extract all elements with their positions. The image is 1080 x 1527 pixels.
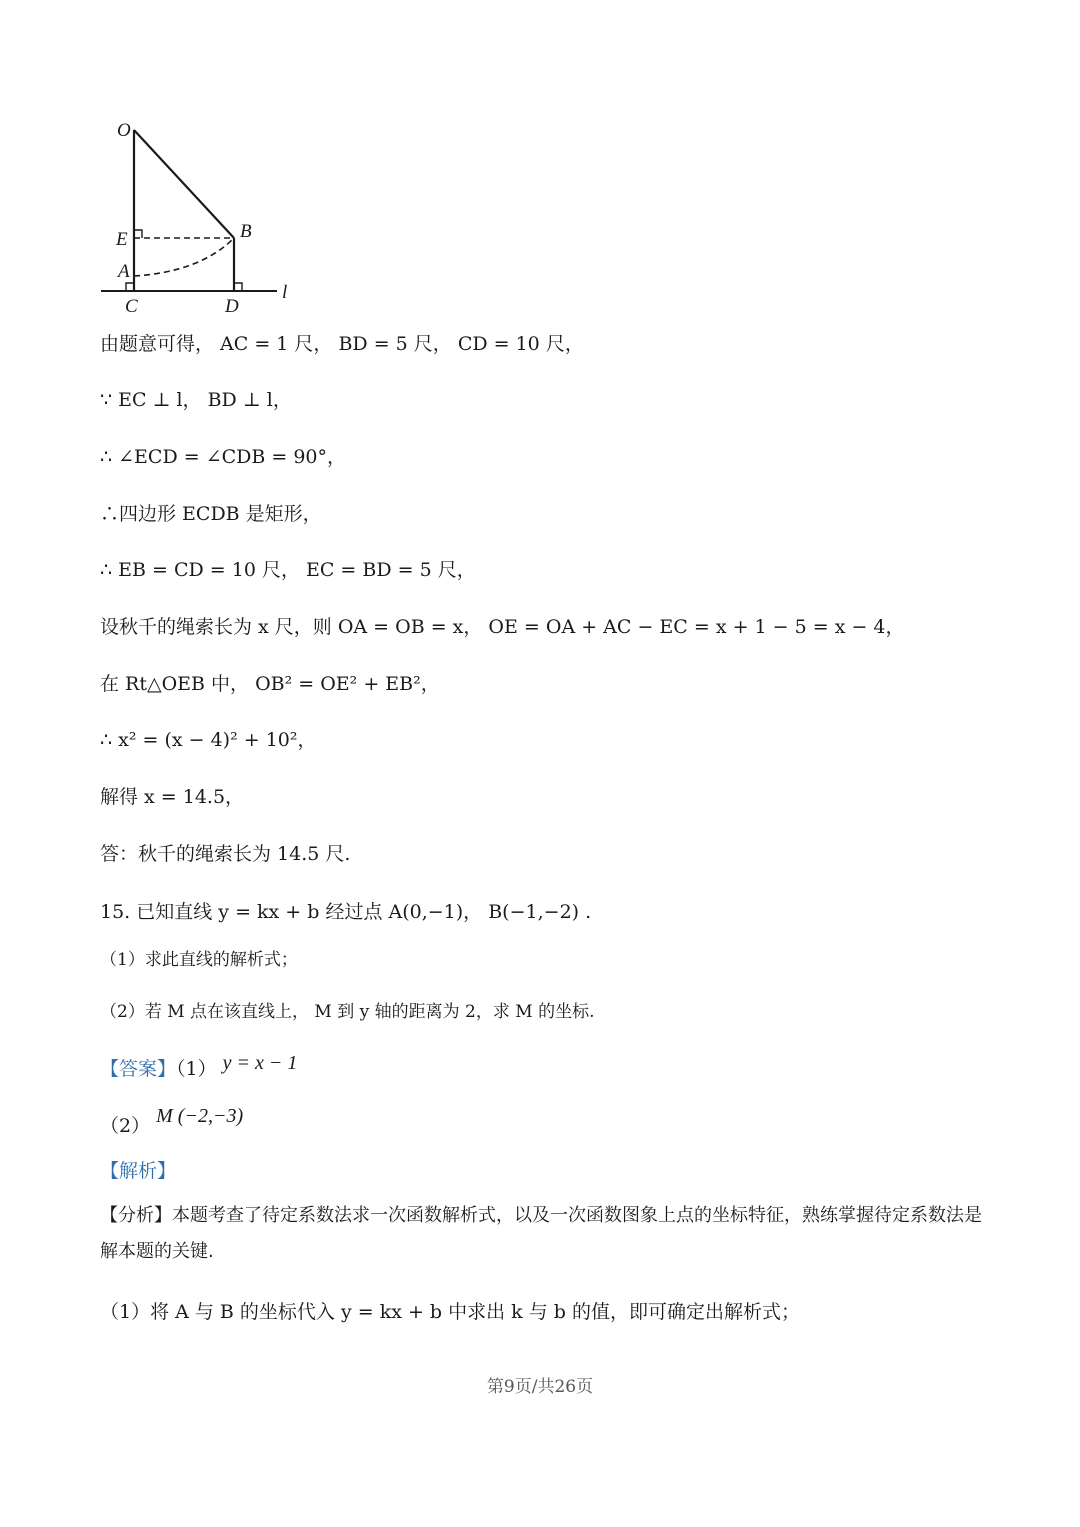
solution-line-10: 答：秋千的绳索长为 14.5 尺. bbox=[100, 843, 351, 865]
arc-ab-dashed bbox=[134, 238, 234, 276]
segment-ob bbox=[134, 130, 234, 238]
problem-part-2: （2）若 M 点在该直线上， M 到 y 轴的距离为 2，求 M 的坐标. bbox=[100, 1002, 595, 1022]
right-angle-e bbox=[134, 230, 142, 238]
label-d: D bbox=[225, 296, 239, 317]
analysis-paragraph: 【分析】本题考查了待定系数法求一次函数解析式，以及一次函数图象上点的坐标特征，熟练掌握待定系数法是解本题的关键. bbox=[100, 1205, 982, 1262]
label-b: B bbox=[240, 221, 252, 242]
right-angle-d bbox=[234, 283, 242, 291]
answer-line-2 bbox=[100, 1105, 244, 1140]
label-a: A bbox=[118, 261, 130, 282]
answer-tag: 【答案】 bbox=[100, 1058, 177, 1080]
solution-line-6: 设秋千的绳索长为 x 尺，则 OA = OB = x， OE = OA + AC − EC = x + 1 − 5 = x − 4， bbox=[100, 616, 905, 638]
answer-part-2-value: M (−2,−3) bbox=[156, 1105, 244, 1127]
solution-line-3: ∴ ∠ECD = ∠CDB = 90°， bbox=[100, 446, 347, 468]
answer-part-1-number: （1） bbox=[176, 1058, 217, 1080]
label-c: C bbox=[125, 296, 138, 317]
answer-line-1 bbox=[100, 1052, 298, 1083]
solution-line-4: ∴四边形 ECDB 是矩形， bbox=[100, 503, 322, 525]
analysis-tag: 【解析】 bbox=[100, 1160, 177, 1182]
page-number-footer: 第9页/共26页 bbox=[486, 1377, 594, 1397]
figure-svg bbox=[95, 110, 305, 320]
label-l: l bbox=[282, 282, 288, 303]
problem-stem: 15. 已知直线 y = kx + b 经过点 A(0,−1)， B(−1,−2) . bbox=[100, 901, 592, 923]
solution-line-7: 在 Rt△OEB 中， OB² = OE² + EB²， bbox=[100, 673, 440, 695]
solution-line-2: ∵ EC ⊥ l， BD ⊥ l， bbox=[100, 389, 292, 411]
analysis-step-1: （1）将 A 与 B 的坐标代入 y = kx + b 中求出 k 与 b 的值，即可确定出解析式； bbox=[100, 1301, 800, 1323]
answer-part-1-value: y = x − 1 bbox=[222, 1052, 298, 1074]
label-e: E bbox=[116, 229, 128, 250]
solution-line-8: ∴ x² = (x − 4)² + 10²， bbox=[100, 729, 317, 751]
geometry-figure bbox=[95, 110, 305, 320]
label-o: O bbox=[117, 120, 131, 141]
right-angle-c bbox=[126, 283, 134, 291]
solution-line-9: 解得 x = 14.5， bbox=[100, 786, 245, 808]
answer-part-2-number: （2） bbox=[100, 1115, 151, 1137]
problem-part-1: （1）求此直线的解析式； bbox=[100, 950, 298, 970]
solution-line-1: 由题意可得， AC = 1 尺， BD = 5 尺， CD = 10 尺， bbox=[100, 333, 584, 355]
solution-line-5: ∴ EB = CD = 10 尺， EC = BD = 5 尺， bbox=[100, 559, 476, 581]
